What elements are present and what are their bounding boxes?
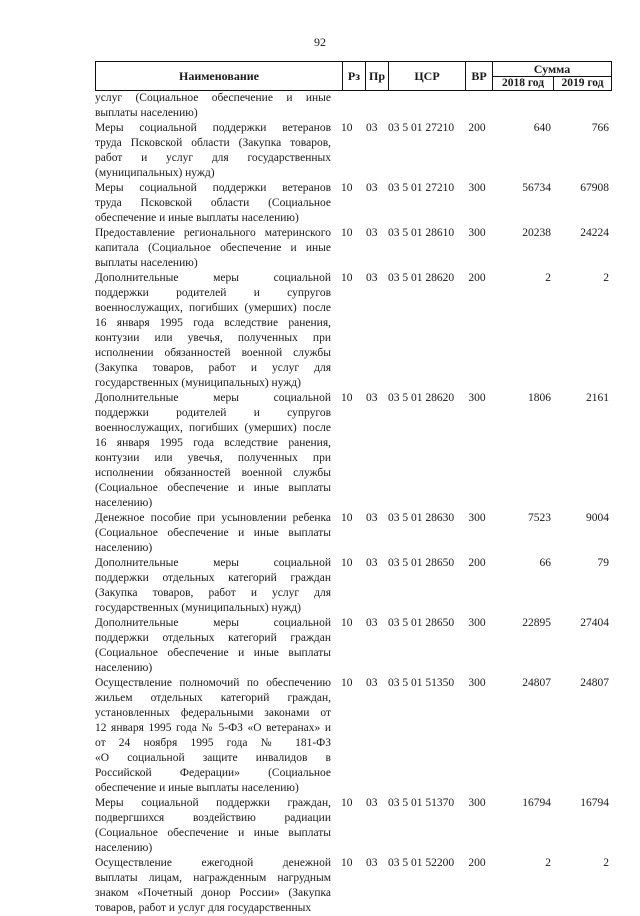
table-row (95, 391, 612, 511)
row-csr: 03 5 01 28620 (388, 272, 455, 284)
row-name-line: военнослужащих, погибших (умерших) после (95, 302, 331, 314)
row-name (95, 226, 331, 271)
row-name-line: подвергшихся воздействию радиации (95, 812, 331, 824)
row-vr: 300 (468, 392, 486, 404)
row-name-line: исполнении обязанностей военной службы (95, 467, 331, 479)
row-sum-2018: 640 (533, 122, 551, 134)
row-rz: 10 (341, 797, 353, 809)
row-pr: 03 (366, 272, 378, 284)
row-pr: 03 (366, 122, 378, 134)
row-pr: 03 (366, 677, 378, 689)
row-rz: 10 (341, 122, 353, 134)
row-vr: 300 (468, 677, 486, 689)
row-name-line: (Закупка товаров, работ и услуг для (95, 587, 331, 599)
row-name (95, 391, 331, 511)
row-sum-2019: 27404 (580, 617, 609, 629)
row-name-line: поддержки отдельных категорий граждан (95, 632, 331, 644)
row-sum-2019: 766 (591, 122, 609, 134)
row-name-line: Дополнительные меры социальной (95, 272, 331, 284)
row-vr: 200 (468, 122, 486, 134)
row-sum-2019: 2 (603, 272, 609, 284)
row-rz: 10 (341, 512, 353, 524)
header-rz: Рз (342, 62, 365, 90)
row-name-line: населению) (95, 842, 153, 854)
header-csr: ЦСР (388, 62, 465, 90)
row-name (95, 121, 331, 181)
row-rz: 10 (341, 392, 353, 404)
row-sum-2019: 9004 (586, 512, 609, 524)
row-name (95, 616, 331, 676)
row-name-line: населению) (95, 542, 153, 554)
row-sum-2018: 20238 (522, 227, 551, 239)
row-name-line: (Социальное обеспечение и иные выплаты (95, 647, 331, 659)
row-vr: 300 (468, 227, 486, 239)
row-name-line: Меры социальной поддержки ветеранов (95, 122, 331, 134)
row-name-line: жильем отдельных категорий граждан, (95, 692, 331, 704)
row-sum-2018: 2 (545, 272, 551, 284)
table-row (95, 676, 612, 796)
row-name-line: Российской Федерации» (Социальное (95, 767, 331, 779)
table-row (95, 121, 612, 181)
table-row (95, 271, 612, 391)
row-rz: 10 (341, 617, 353, 629)
header-vr: ВР (465, 62, 492, 90)
row-sum-2018: 1806 (528, 392, 551, 404)
header-year-2018: 2018 год (501, 77, 545, 89)
row-name-line: от 24 ноября 1995 года № 181-ФЗ (95, 737, 331, 749)
row-name (95, 856, 331, 916)
row-name (95, 511, 331, 556)
row-name-line: Меры социальной поддержки граждан, (95, 797, 331, 809)
row-name-line: военнослужащих, погибших (умерших) после (95, 422, 331, 434)
row-name-line: труда Псковской области (Закупка товаров, (95, 137, 331, 149)
row-sum-2018: 66 (539, 557, 551, 569)
row-name (95, 181, 331, 226)
row-sum-2018: 56734 (522, 182, 551, 194)
row-name-line: Осуществление полномочий по обеспечению (95, 677, 331, 689)
row-name-line: поддержки отдельных категорий граждан (95, 572, 331, 584)
row-rz: 10 (341, 677, 353, 689)
row-name-line: 16 января 1995 года вследствие ранения, (95, 437, 331, 449)
row-name-line: Предоставление регионального материнского (95, 227, 331, 239)
row-name (95, 676, 331, 796)
row-name-line: Дополнительные меры социальной (95, 392, 331, 404)
table-row (95, 181, 612, 226)
row-sum-2019: 24807 (580, 677, 609, 689)
row-sum-2018: 22895 (522, 617, 551, 629)
header-sum-group (492, 62, 611, 90)
row-pr: 03 (366, 392, 378, 404)
row-name-line: населению) (95, 662, 153, 674)
row-vr: 300 (468, 182, 486, 194)
row-name-line: выплаты населению) (95, 257, 198, 269)
row-pr: 03 (366, 557, 378, 569)
row-name-line: Осуществление ежегодной денежной (95, 857, 331, 869)
row-csr: 03 5 01 51350 (388, 677, 455, 689)
row-csr: 03 5 01 28650 (388, 617, 455, 629)
table-row (95, 796, 612, 856)
table-row (95, 856, 612, 916)
row-pr: 03 (366, 797, 378, 809)
row-name-line: (Закупка товаров, работ и услуг для (95, 362, 331, 374)
row-name-line: (Социальное обеспечение и иные выплаты (95, 827, 331, 839)
row-csr: 03 5 01 28630 (388, 512, 455, 524)
row-name-line: товаров, работ и услуг для государственных (95, 902, 312, 914)
row-name (95, 91, 331, 121)
row-name-line: «О социальной защите инвалидов в (95, 752, 331, 764)
row-sum-2019: 79 (597, 557, 609, 569)
row-rz: 10 (341, 857, 353, 869)
row-name-line: 12 января 1995 года № 5-ФЗ «О ветеранах» и (95, 722, 331, 734)
row-vr: 200 (468, 272, 486, 284)
row-name-line: Дополнительные меры социальной (95, 557, 331, 569)
row-name (95, 796, 331, 856)
row-name-line: обеспечение и иные выплаты населению) (95, 782, 299, 794)
row-name-line: контузии или увечья, полученных при (95, 452, 331, 464)
header-name: Наименование (179, 68, 259, 83)
row-csr: 03 5 01 27210 (388, 182, 455, 194)
row-name-line: государственных (муниципальных) нужд) (95, 377, 301, 389)
row-sum-2018: 24807 (522, 677, 551, 689)
row-sum-2019: 67908 (580, 182, 609, 194)
row-name-line: Денежное пособие при усыновлении ребенка (95, 512, 331, 524)
row-vr: 200 (468, 857, 486, 869)
row-rz: 10 (341, 227, 353, 239)
row-name-line: (муниципальных) нужд) (95, 167, 215, 179)
row-name-line: установленных федеральными законами от (95, 707, 331, 719)
row-csr: 03 5 01 51370 (388, 797, 455, 809)
row-csr: 03 5 01 28650 (388, 557, 455, 569)
row-name-line: услуг (Социальное обеспечение и иные (95, 92, 331, 104)
row-sum-2018: 16794 (522, 797, 551, 809)
row-pr: 03 (366, 617, 378, 629)
header-year-2019: 2019 год (553, 76, 611, 90)
row-name-line: поддержки родителей и супругов (95, 287, 331, 299)
row-vr: 300 (468, 797, 486, 809)
row-rz: 10 (341, 272, 353, 284)
row-name-line: капитала (Социальное обеспечение и иные (95, 242, 331, 254)
table-row (95, 556, 612, 616)
table-row (95, 226, 612, 271)
table-body (95, 91, 612, 916)
row-name-line: работ и услуг для государственных (95, 152, 331, 164)
row-vr: 200 (468, 557, 486, 569)
row-sum-2018: 7523 (528, 512, 551, 524)
row-pr: 03 (366, 857, 378, 869)
row-csr: 03 5 01 28610 (388, 227, 455, 239)
row-name-line: выплаты населению) (95, 107, 198, 119)
row-name-line: (Социальное обеспечение и иные выплаты (95, 527, 331, 539)
row-name-line: поддержки родителей и супругов (95, 407, 331, 419)
table-row (95, 511, 612, 556)
budget-table (95, 61, 612, 916)
row-name-line: обеспечение и иные выплаты населению) (95, 212, 299, 224)
table-header (95, 61, 612, 91)
row-name-line: исполнении обязанностей военной службы (95, 347, 331, 359)
row-name-line: 16 января 1995 года вследствие ранения, (95, 317, 331, 329)
row-pr: 03 (366, 182, 378, 194)
row-name-line: Дополнительные меры социальной (95, 617, 331, 629)
row-sum-2018: 2 (545, 857, 551, 869)
row-name-line: Меры социальной поддержки ветеранов (95, 182, 331, 194)
row-name-line: выплаты лицам, награжденным нагрудным (95, 872, 331, 884)
header-sum: Сумма (493, 62, 611, 77)
row-sum-2019: 2161 (586, 392, 609, 404)
row-name-line: труда Псковской области (Социальное (95, 197, 331, 209)
row-name-line: (Социальное обеспечение и иные выплаты (95, 482, 331, 494)
row-rz: 10 (341, 557, 353, 569)
row-sum-2019: 24224 (580, 227, 609, 239)
row-csr: 03 5 01 52200 (388, 857, 455, 869)
table-row (95, 91, 612, 121)
row-vr: 300 (468, 512, 486, 524)
row-vr: 300 (468, 617, 486, 629)
table-row (95, 616, 612, 676)
row-sum-2019: 2 (603, 857, 609, 869)
row-rz: 10 (341, 182, 353, 194)
row-name (95, 271, 331, 391)
row-csr: 03 5 01 28620 (388, 392, 455, 404)
row-name-line: населению) (95, 497, 153, 509)
row-name-line: знаком «Почетный донор России» (Закупка (95, 887, 331, 899)
row-pr: 03 (366, 512, 378, 524)
row-name (95, 556, 331, 616)
row-pr: 03 (366, 227, 378, 239)
row-name-line: государственных (муниципальных) нужд) (95, 602, 301, 614)
header-pr: Пр (365, 62, 388, 90)
row-sum-2019: 16794 (580, 797, 609, 809)
row-csr: 03 5 01 27210 (388, 122, 455, 134)
page-number: 92 (314, 35, 326, 49)
row-name-line: контузии или увечья, полученных при (95, 332, 331, 344)
